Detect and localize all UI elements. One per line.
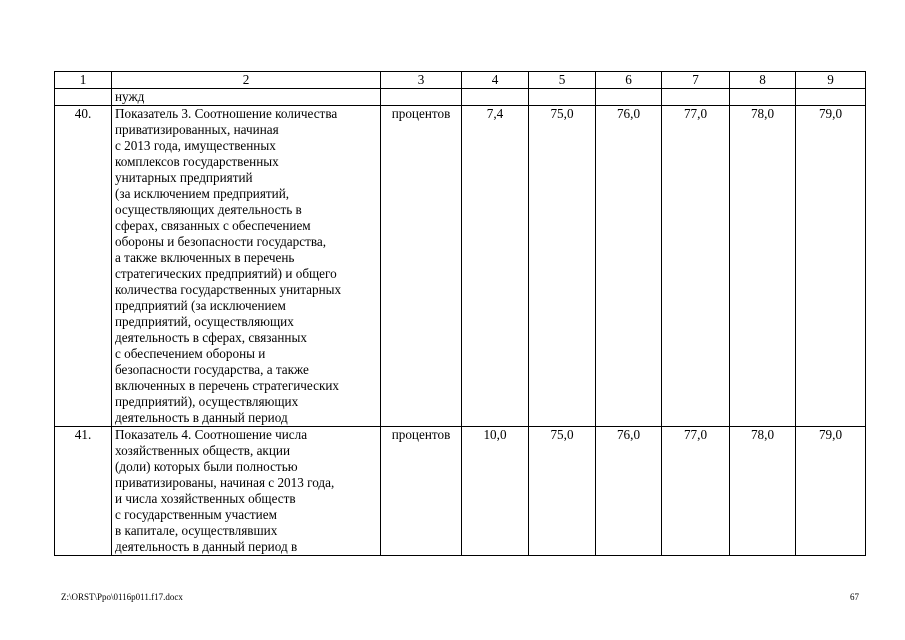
column-header: 2 bbox=[112, 72, 381, 89]
table-row bbox=[55, 427, 866, 556]
header-row bbox=[55, 72, 866, 89]
value-cell: 76,0 bbox=[596, 427, 662, 556]
value-cell: 76,0 bbox=[596, 106, 662, 427]
column-header: 3 bbox=[381, 72, 462, 89]
row-number bbox=[55, 89, 112, 106]
value-cell bbox=[730, 89, 796, 106]
value-cell bbox=[596, 89, 662, 106]
footer-file-path: Z:\ORST\Ppo\0116p011.f17.docx bbox=[61, 592, 183, 602]
column-header: 7 bbox=[662, 72, 730, 89]
column-header: 1 bbox=[55, 72, 112, 89]
page-number: 67 bbox=[850, 592, 859, 602]
value-cell bbox=[529, 89, 596, 106]
value-cell: 75,0 bbox=[529, 427, 596, 556]
value-cell: 75,0 bbox=[529, 106, 596, 427]
value-cell: 10,0 bbox=[462, 427, 529, 556]
column-header: 9 bbox=[796, 72, 866, 89]
value-cell: 78,0 bbox=[730, 106, 796, 427]
indicator-description: Показатель 4. Соотношение числа хозяйственных обществ, акции (доли) которых были полностью приватизированы, начиная с 2013 года, и числа хозяйственных обществ с государственным участием в капитале, осуществлявших деятельность в данный период в bbox=[112, 427, 381, 556]
column-header: 8 bbox=[730, 72, 796, 89]
row-number: 41. bbox=[55, 427, 112, 556]
value-cell: 77,0 bbox=[662, 106, 730, 427]
value-cell bbox=[796, 89, 866, 106]
value-cell bbox=[462, 89, 529, 106]
value-cell: 79,0 bbox=[796, 106, 866, 427]
table-row bbox=[55, 89, 866, 106]
value-cell bbox=[662, 89, 730, 106]
indicator-description: нужд bbox=[112, 89, 381, 106]
value-cell: 7,4 bbox=[462, 106, 529, 427]
table-row bbox=[55, 106, 866, 427]
column-header: 6 bbox=[596, 72, 662, 89]
indicators-table bbox=[54, 71, 866, 556]
indicator-description: Показатель 3. Соотношение количества приватизированных, начиная с 2013 года, имущественных комплексов государственных унитарных предприятий (за исключением предприятий, осуществляющих деятельность в сферах, связанных с обеспечением обороны и безопасности государства, а также включенных в перечень стратегических предприятий) и общего количества государственных унитарных предприятий (за исключением предприятий, осуществляющих деятельность в сферах, связанных с обеспечением обороны и безопасности государства, а также включенных в перечень стратегических предприятий), осуществляющих деятельность в данный период bbox=[112, 106, 381, 427]
unit-cell bbox=[381, 89, 462, 106]
unit-cell: процентов bbox=[381, 106, 462, 427]
column-header: 5 bbox=[529, 72, 596, 89]
value-cell: 79,0 bbox=[796, 427, 866, 556]
value-cell: 78,0 bbox=[730, 427, 796, 556]
unit-cell: процентов bbox=[381, 427, 462, 556]
value-cell: 77,0 bbox=[662, 427, 730, 556]
column-header: 4 bbox=[462, 72, 529, 89]
row-number: 40. bbox=[55, 106, 112, 427]
